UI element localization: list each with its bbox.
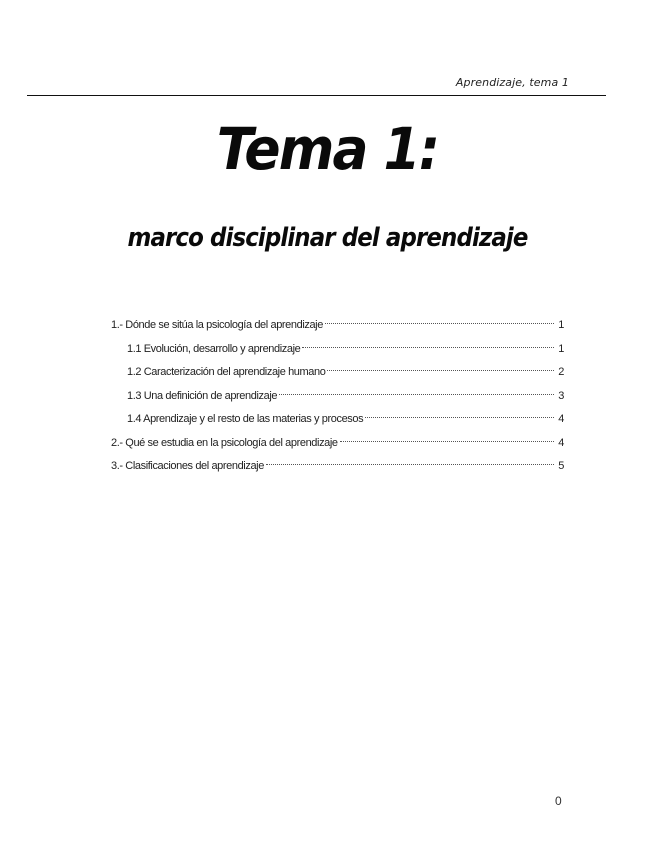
toc-entry[interactable]: [111, 361, 564, 385]
toc-entry[interactable]: [111, 314, 564, 338]
toc-entry[interactable]: [111, 385, 564, 409]
toc-entry-label: 1.1 Evolución, desarrollo y aprendizaje: [127, 342, 301, 355]
toc-entry-label: 1.- Dónde se sitúa la psicología del aprendizaje: [111, 319, 323, 331]
toc-dot-leader: [279, 394, 554, 395]
toc-entry[interactable]: [111, 432, 564, 456]
toc-entry-page: 1: [558, 342, 564, 355]
running-header: Aprendizaje, tema 1: [455, 76, 569, 89]
toc-entry-page: 4: [558, 436, 564, 449]
toc-entry[interactable]: [111, 338, 564, 362]
toc-entry-page: 5: [558, 460, 564, 472]
header-rule: [27, 95, 606, 96]
toc-dot-leader: [302, 347, 554, 348]
toc-entry[interactable]: [111, 455, 564, 479]
toc-entry[interactable]: [111, 408, 564, 432]
toc-dot-leader: [325, 323, 554, 324]
toc-entry-page: 2: [558, 366, 564, 378]
toc-dot-leader: [365, 417, 554, 418]
toc-dot-leader: [340, 441, 554, 442]
toc-dot-leader: [327, 370, 554, 371]
toc-entry-page: 3: [558, 389, 564, 402]
toc-dot-leader: [266, 464, 554, 465]
toc-entry-label: 1.3 Una definición de aprendizaje: [127, 389, 278, 402]
toc-entry-page: 4: [558, 413, 564, 425]
toc-entry-label: 2.- Qué se estudia en la psicología del aprendizaje: [111, 436, 338, 449]
toc-entry-label: 3.- Clasificaciones del aprendizaje: [111, 460, 264, 472]
toc-entry-label: 1.2 Caracterización del aprendizaje humano: [127, 366, 326, 378]
document-subtitle: marco disciplinar del aprendizaje: [127, 223, 528, 253]
table-of-contents: [111, 314, 564, 479]
page-number: 0: [555, 794, 562, 808]
document-title: Tema 1:: [216, 115, 439, 183]
toc-entry-page: 1: [558, 319, 564, 331]
toc-entry-label: 1.4 Aprendizaje y el resto de las materias y procesos: [127, 413, 364, 425]
